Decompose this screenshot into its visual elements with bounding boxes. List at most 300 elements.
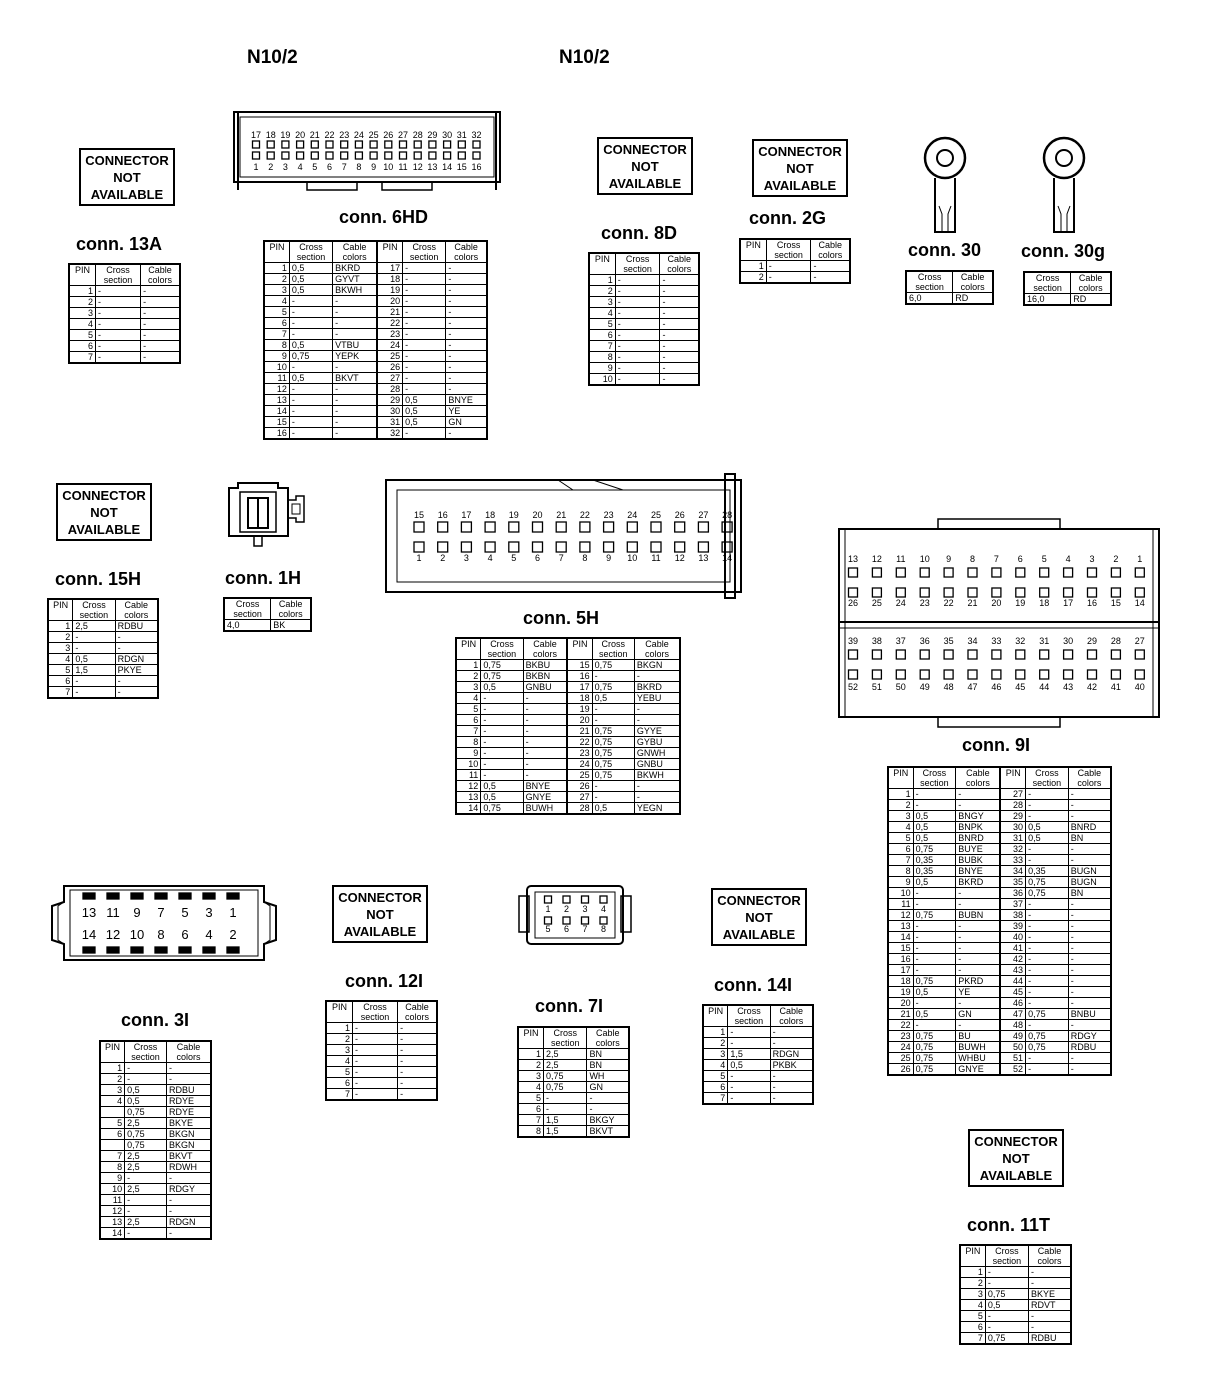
table-cell: - bbox=[333, 384, 378, 395]
table-row bbox=[326, 1067, 437, 1078]
table-row bbox=[589, 319, 699, 330]
table-cell: - bbox=[544, 1093, 587, 1104]
pin-socket bbox=[179, 947, 191, 953]
pin-label: 18 bbox=[485, 510, 496, 520]
table-cell: 4 bbox=[264, 296, 289, 307]
table-cell: 24 bbox=[888, 1042, 913, 1053]
pin-label: 10 bbox=[383, 162, 394, 172]
table-cell: 12 bbox=[264, 384, 289, 395]
table-cell: 32 bbox=[1000, 844, 1025, 855]
pin-label: 34 bbox=[967, 636, 978, 646]
pin-label: 9 bbox=[606, 553, 612, 563]
pin-label: 27 bbox=[397, 130, 409, 140]
table-cell: 30 bbox=[1000, 822, 1025, 833]
table-row bbox=[326, 1089, 437, 1101]
pin-socket bbox=[341, 152, 348, 159]
table-cell: - bbox=[333, 428, 378, 440]
table-cell: - bbox=[333, 329, 378, 340]
table-cell: 26 bbox=[377, 362, 402, 373]
table-7I bbox=[517, 1026, 630, 1138]
table-cell: 29 bbox=[377, 395, 402, 406]
table-cell: 26 bbox=[567, 781, 592, 792]
table-cell: RDGY bbox=[1068, 1031, 1111, 1042]
pin-socket bbox=[1088, 650, 1097, 659]
table-cell: 2 bbox=[48, 632, 73, 643]
table-cell: 0,5 bbox=[481, 792, 523, 803]
pin-label: 8 bbox=[356, 162, 362, 172]
table-cell: - bbox=[333, 307, 378, 318]
table-cell: - bbox=[1068, 965, 1111, 976]
pin-socket bbox=[267, 152, 274, 159]
pin-socket bbox=[282, 141, 289, 148]
table-cell: - bbox=[1029, 1322, 1071, 1333]
table-row bbox=[456, 715, 680, 726]
table-cell: 38 bbox=[1000, 910, 1025, 921]
pin-label: 7 bbox=[558, 553, 564, 563]
col-header: Cross section bbox=[766, 239, 811, 261]
pin-label: 36 bbox=[919, 636, 930, 646]
table-row bbox=[264, 285, 487, 296]
table-cell: 5 bbox=[264, 307, 289, 318]
table-cell: YEBU bbox=[634, 693, 680, 704]
table-cell: - bbox=[615, 363, 660, 374]
table-row bbox=[888, 800, 1111, 811]
pin-socket bbox=[992, 650, 1001, 659]
table-row bbox=[264, 329, 487, 340]
col-header: Cross section bbox=[481, 638, 523, 660]
table-cell: - bbox=[1029, 1311, 1071, 1322]
table-cell: 0,75 bbox=[913, 976, 956, 987]
table-row bbox=[703, 1060, 813, 1071]
table-row bbox=[960, 1333, 1071, 1345]
table-cell: - bbox=[985, 1311, 1028, 1322]
table-cell: - bbox=[728, 1093, 770, 1105]
not-available-13A bbox=[79, 148, 175, 206]
table-cell: 29 bbox=[1000, 811, 1025, 822]
pin-labels-6HD-top bbox=[251, 130, 482, 148]
table-cell: - bbox=[481, 704, 523, 715]
col-header: PIN bbox=[48, 599, 73, 621]
na-line: CONNECTOR bbox=[603, 141, 687, 157]
table-cell: 0,75 bbox=[985, 1289, 1028, 1300]
pin-socket bbox=[1088, 588, 1097, 597]
table-cell: 51 bbox=[1000, 1053, 1025, 1064]
pin-socket bbox=[1016, 650, 1025, 659]
table-cell: 4 bbox=[456, 693, 481, 704]
table-cell: 0,75 bbox=[1026, 1042, 1069, 1053]
table-row bbox=[100, 1063, 211, 1074]
table-row bbox=[960, 1278, 1071, 1289]
pin-label: 42 bbox=[1086, 682, 1098, 692]
table-cell: 7 bbox=[703, 1093, 728, 1105]
pin-label: 20 bbox=[532, 510, 543, 520]
table-cell: - bbox=[141, 319, 180, 330]
pin-label: 6 bbox=[563, 924, 570, 934]
col-header: Cable colors bbox=[956, 767, 1001, 789]
pin-label: 23 bbox=[919, 598, 930, 608]
table-cell: BKVT bbox=[333, 373, 378, 384]
table-cell: 17 bbox=[377, 263, 402, 274]
table-cell: 48 bbox=[1000, 1020, 1025, 1031]
table-row bbox=[589, 286, 699, 297]
pin-label: 3 bbox=[1089, 554, 1095, 564]
pin-socket bbox=[1111, 588, 1120, 597]
table-cell: - bbox=[289, 428, 332, 440]
table-cell: - bbox=[481, 737, 523, 748]
pin-socket bbox=[1064, 670, 1073, 679]
table-cell: - bbox=[446, 285, 487, 296]
table-cell: 3 bbox=[456, 682, 481, 693]
table-cell: 0,5 bbox=[289, 274, 332, 285]
table-cell: RD bbox=[1071, 294, 1111, 306]
table-cell: - bbox=[141, 341, 180, 352]
pin-labels-3I-bottom bbox=[82, 927, 239, 953]
pin-label: 12 bbox=[412, 162, 423, 172]
table-row bbox=[888, 910, 1111, 921]
table-cell: RDYE bbox=[166, 1096, 211, 1107]
table-row bbox=[100, 1162, 211, 1173]
table-cell: - bbox=[403, 263, 446, 274]
pin-socket bbox=[698, 522, 708, 532]
table-cell: - bbox=[403, 362, 446, 373]
table-row bbox=[100, 1085, 211, 1096]
table-cell: RDVT bbox=[1029, 1300, 1071, 1311]
table-row bbox=[100, 1195, 211, 1206]
table-cell: 0,75 bbox=[544, 1071, 587, 1082]
table-cell: - bbox=[956, 965, 1001, 976]
table-5H bbox=[455, 637, 681, 815]
table-cell: 18 bbox=[377, 274, 402, 285]
table-cell: 24 bbox=[567, 759, 592, 770]
pin-socket bbox=[872, 670, 881, 679]
table-cell: - bbox=[634, 671, 680, 682]
table-cell: VTBU bbox=[333, 340, 378, 351]
pin-label: 22 bbox=[943, 598, 954, 608]
table-row bbox=[888, 998, 1111, 1009]
col-header: Cross section bbox=[728, 1005, 770, 1027]
not-available-12I bbox=[332, 885, 428, 943]
table-cell: - bbox=[289, 318, 332, 329]
table-row bbox=[703, 1027, 813, 1038]
table-cell: - bbox=[446, 351, 487, 362]
pin-labels-7I-top bbox=[545, 896, 608, 914]
table-cell: - bbox=[289, 417, 332, 428]
pin-socket bbox=[849, 588, 858, 597]
pin-socket bbox=[1135, 568, 1144, 577]
table-cell: - bbox=[398, 1045, 437, 1056]
table-cell: - bbox=[352, 1045, 397, 1056]
table-cell: - bbox=[403, 340, 446, 351]
table-cell: BU bbox=[956, 1031, 1001, 1042]
pin-labels-9I-row4 bbox=[848, 670, 1145, 692]
table-cell: 7 bbox=[456, 726, 481, 737]
pin-label: 28 bbox=[1110, 636, 1121, 646]
table-cell: BUWH bbox=[523, 803, 567, 815]
pin-label: 24 bbox=[627, 510, 638, 520]
col-header: Cable colors bbox=[660, 253, 699, 275]
table-row bbox=[888, 1042, 1111, 1053]
table-cell: - bbox=[956, 899, 1001, 910]
table-cell: 6 bbox=[518, 1104, 544, 1115]
col-header: Cable colors bbox=[634, 638, 680, 660]
pin-label: 24 bbox=[353, 130, 364, 140]
table-cell: 3 bbox=[888, 811, 913, 822]
table-row bbox=[100, 1217, 211, 1228]
table-row bbox=[888, 965, 1111, 976]
table-cell: RDBU bbox=[166, 1085, 211, 1096]
pin-label: 19 bbox=[1015, 598, 1026, 608]
table-cell: 0,75 bbox=[481, 803, 523, 815]
table-cell: - bbox=[398, 1034, 437, 1045]
table-cell: 2 bbox=[326, 1034, 352, 1045]
table-cell: - bbox=[1068, 1064, 1111, 1076]
table-row bbox=[69, 352, 180, 364]
pin-label: 20 bbox=[991, 598, 1002, 608]
table-cell: - bbox=[446, 340, 487, 351]
table-row bbox=[703, 1082, 813, 1093]
pin-socket bbox=[326, 141, 333, 148]
pin-socket bbox=[203, 893, 215, 899]
table-cell: - bbox=[660, 275, 699, 286]
table-cell: 47 bbox=[1000, 1009, 1025, 1020]
table-cell: 20 bbox=[888, 998, 913, 1009]
not-available-15H bbox=[56, 483, 152, 541]
pin-socket bbox=[429, 152, 436, 159]
table-cell: - bbox=[913, 943, 956, 954]
na-line: AVAILABLE bbox=[763, 177, 837, 193]
pin-socket bbox=[429, 141, 436, 148]
table-cell: - bbox=[728, 1082, 770, 1093]
table-row bbox=[518, 1049, 629, 1060]
table-cell: 6,0 bbox=[906, 293, 953, 305]
table-row bbox=[456, 781, 680, 792]
pin-labels-5H-bottom bbox=[414, 542, 732, 563]
table-row bbox=[888, 976, 1111, 987]
col-header: PIN bbox=[518, 1027, 544, 1049]
table-cell: - bbox=[615, 374, 660, 386]
pin-label: 2 bbox=[268, 162, 274, 172]
table-cell: YEPK bbox=[333, 351, 378, 362]
pin-socket bbox=[944, 650, 953, 659]
pin-socket bbox=[385, 152, 392, 159]
pin-label: 28 bbox=[412, 130, 423, 140]
table-cell: - bbox=[1068, 998, 1111, 1009]
table-cell: 37 bbox=[1000, 899, 1025, 910]
table-cell: - bbox=[95, 330, 140, 341]
pin-label: 1 bbox=[545, 904, 551, 914]
table-cell: - bbox=[166, 1173, 211, 1184]
table-row bbox=[518, 1115, 629, 1126]
table-cell: 42 bbox=[1000, 954, 1025, 965]
table-cell: GNBU bbox=[523, 682, 567, 693]
table-row bbox=[888, 1064, 1111, 1076]
pin-socket bbox=[131, 893, 143, 899]
table-cell: 5 bbox=[960, 1311, 985, 1322]
table-cell: - bbox=[1029, 1278, 1071, 1289]
table-cell: - bbox=[333, 362, 378, 373]
table-cell: - bbox=[1068, 943, 1111, 954]
table-cell: 0,5 bbox=[403, 406, 446, 417]
table-9I bbox=[887, 766, 1112, 1076]
pin-socket bbox=[355, 141, 362, 148]
title-11T: conn. 11T bbox=[967, 1215, 1051, 1235]
pin-label: 46 bbox=[991, 682, 1002, 692]
table-cell: 18 bbox=[888, 976, 913, 987]
col-header: Cross section bbox=[95, 264, 140, 286]
table-cell: 11 bbox=[888, 899, 913, 910]
table-cell: 0,75 bbox=[913, 844, 956, 855]
table-row bbox=[100, 1118, 211, 1129]
table-cell: 1 bbox=[703, 1027, 728, 1038]
table-cell: - bbox=[592, 781, 634, 792]
table-cell: - bbox=[634, 781, 680, 792]
col-header: Cable colors bbox=[333, 241, 378, 263]
pin-label: 25 bbox=[650, 510, 662, 520]
table-row bbox=[100, 1228, 211, 1240]
table-cell: - bbox=[446, 362, 487, 373]
pin-socket bbox=[1016, 588, 1025, 597]
table-cell: - bbox=[956, 943, 1001, 954]
pin-socket bbox=[155, 947, 167, 953]
pin-socket bbox=[1135, 670, 1144, 679]
pin-label: 12 bbox=[105, 927, 121, 942]
table-cell: BNYE bbox=[446, 395, 487, 406]
pin-label: 13 bbox=[698, 553, 709, 563]
table-cell: 5 bbox=[888, 833, 913, 844]
table-cell: - bbox=[523, 770, 567, 781]
table-cell: 7 bbox=[264, 329, 289, 340]
table-cell: 10 bbox=[100, 1184, 125, 1195]
table-cell: 31 bbox=[1000, 833, 1025, 844]
pin-socket bbox=[1111, 568, 1120, 577]
pin-socket bbox=[896, 568, 905, 577]
title-6HD: conn. 6HD bbox=[339, 207, 429, 227]
table-cell: 2 bbox=[740, 272, 766, 284]
table-cell: - bbox=[352, 1034, 397, 1045]
table-cell: BNGY bbox=[956, 811, 1001, 822]
table-row bbox=[589, 363, 699, 374]
table-row bbox=[456, 759, 680, 770]
pin-label: 35 bbox=[943, 636, 954, 646]
pin-label: 50 bbox=[895, 682, 906, 692]
table-cell: 40 bbox=[1000, 932, 1025, 943]
table-row bbox=[589, 352, 699, 363]
table-row bbox=[888, 954, 1111, 965]
table-cell: - bbox=[1026, 1053, 1069, 1064]
table-row bbox=[69, 319, 180, 330]
table-cell: - bbox=[446, 428, 487, 440]
table-cell: 21 bbox=[567, 726, 592, 737]
table-cell: 2 bbox=[518, 1060, 544, 1071]
table-cell: BN bbox=[1068, 833, 1111, 844]
pin-socket bbox=[651, 522, 661, 532]
pin-socket bbox=[473, 152, 480, 159]
title-2G: conn. 2G bbox=[749, 208, 827, 228]
table-cell: 20 bbox=[377, 296, 402, 307]
table-cell: - bbox=[125, 1074, 167, 1085]
table-cell: 1 bbox=[456, 660, 481, 671]
na-line: NOT bbox=[90, 504, 118, 520]
table-cell: 0,75 bbox=[544, 1082, 587, 1093]
table-row bbox=[264, 362, 487, 373]
table-cell: - bbox=[523, 704, 567, 715]
table-cell: 4 bbox=[589, 308, 615, 319]
pin-label: 13 bbox=[427, 162, 438, 172]
na-line: CONNECTOR bbox=[338, 889, 422, 905]
table-cell: 8 bbox=[264, 340, 289, 351]
pin-label: 2 bbox=[563, 904, 570, 914]
pin-label: 8 bbox=[600, 924, 607, 934]
pin-socket bbox=[385, 141, 392, 148]
table-cell: 33 bbox=[1000, 855, 1025, 866]
pin-socket bbox=[872, 588, 881, 597]
table-cell: - bbox=[985, 1267, 1028, 1278]
title-1H: conn. 1H bbox=[225, 568, 302, 588]
pin-socket bbox=[107, 893, 119, 899]
table-row bbox=[264, 351, 487, 362]
table-cell: - bbox=[398, 1023, 437, 1034]
table-cell: 30 bbox=[377, 406, 402, 417]
table-cell: - bbox=[289, 362, 332, 373]
pin-socket bbox=[297, 141, 304, 148]
pin-label: 21 bbox=[967, 598, 978, 608]
title-12I: conn. 12I bbox=[345, 971, 424, 991]
table-cell: - bbox=[615, 308, 660, 319]
table-row bbox=[264, 307, 487, 318]
pin-label: 15 bbox=[413, 510, 425, 520]
pin-socket bbox=[179, 893, 191, 899]
table-cell: 25 bbox=[567, 770, 592, 781]
table-cell: 0,5 bbox=[592, 803, 634, 815]
title-3I: conn. 3I bbox=[121, 1010, 190, 1030]
pin-socket bbox=[326, 152, 333, 159]
table-cell: - bbox=[913, 965, 956, 976]
table-row bbox=[518, 1104, 629, 1115]
table-row bbox=[518, 1071, 629, 1082]
table-cell: - bbox=[1026, 844, 1069, 855]
col-header: Cable colors bbox=[770, 1005, 813, 1027]
table-cell: - bbox=[728, 1027, 770, 1038]
pin-socket bbox=[282, 152, 289, 159]
table-cell: BKRD bbox=[333, 263, 378, 274]
table-row bbox=[888, 811, 1111, 822]
table-cell: - bbox=[403, 296, 446, 307]
table-3I bbox=[99, 1040, 212, 1240]
table-cell: - bbox=[481, 748, 523, 759]
table-cell: BUWH bbox=[956, 1042, 1001, 1053]
table-cell: - bbox=[289, 307, 332, 318]
table-cell: - bbox=[660, 363, 699, 374]
table-row bbox=[888, 943, 1111, 954]
title-7I: conn. 7I bbox=[535, 996, 604, 1016]
pin-label: 30 bbox=[1063, 636, 1074, 646]
pin-socket bbox=[722, 542, 732, 552]
col-header: Cable colors bbox=[1071, 272, 1111, 294]
table-cell: GN bbox=[956, 1009, 1001, 1020]
table-cell: - bbox=[1026, 932, 1069, 943]
pin-label: 25 bbox=[871, 598, 882, 608]
pin-socket bbox=[438, 522, 448, 532]
pin-labels-9I-row2 bbox=[848, 588, 1145, 608]
table-cell: 2,5 bbox=[125, 1118, 167, 1129]
table-cell: 0,75 bbox=[592, 682, 634, 693]
col-header: PIN bbox=[589, 253, 615, 275]
table-cell: 2 bbox=[960, 1278, 985, 1289]
pin-socket bbox=[1064, 650, 1073, 659]
table-cell: GYBU bbox=[634, 737, 680, 748]
table-cell: 0,75 bbox=[913, 1064, 956, 1076]
table-cell: - bbox=[141, 308, 180, 319]
